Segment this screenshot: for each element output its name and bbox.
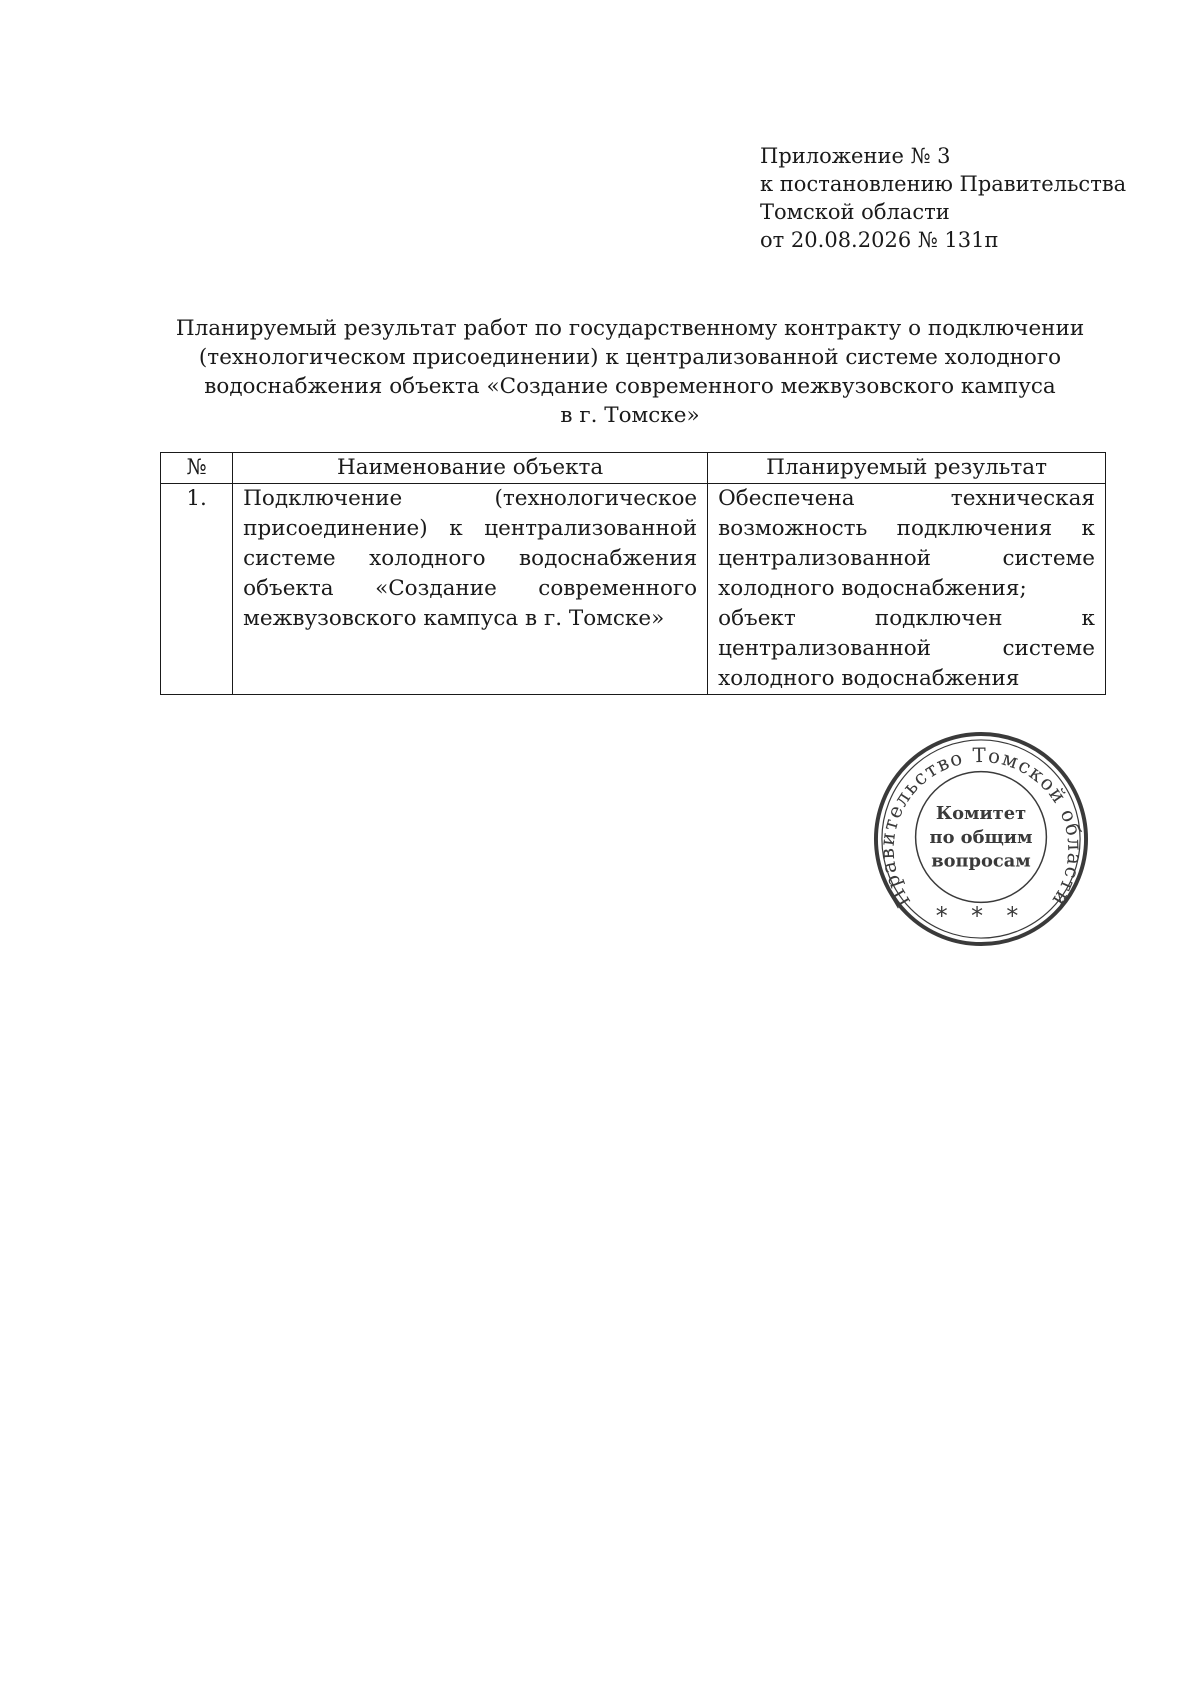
seal-ring-text: Правительство Томской области <box>875 744 1087 912</box>
table-row <box>161 484 1106 695</box>
table-header-row <box>161 453 1106 484</box>
row-object-name: Подключение (технологическое присоединение) к централизованной системе холодного водоснабжения объекта «Создание современного межвузовского кампуса в г. Томске» <box>233 484 708 695</box>
result-part-2: объект подключен к централизованной системе холодного водоснабжения <box>718 606 1095 691</box>
seal-stars: * * * <box>935 902 1027 931</box>
row-number: 1. <box>161 484 233 695</box>
header-object-name: Наименование объекта <box>233 453 708 484</box>
title-line-2: (технологическом присоединении) к централизованной системе холодного <box>198 345 1062 370</box>
result-part-1: Обеспечена техническая возможность подключения к централизованной системе холодного водоснабжения; <box>718 486 1095 601</box>
appendix-header <box>760 142 1180 254</box>
title-line-3: водоснабжения объекта «Создание современного межвузовского кампуса <box>204 374 1056 399</box>
appendix-line-3: Томской области <box>760 200 950 224</box>
row-planned-result <box>708 484 1106 695</box>
appendix-line-4: от 20.08.2026 № 131п <box>760 228 999 252</box>
appendix-line-2: к постановлению Правительства <box>760 172 1127 196</box>
header-planned-result: Планируемый результат <box>708 453 1106 484</box>
official-seal <box>872 730 1090 948</box>
header-number: № <box>161 453 233 484</box>
title-line-1: Планируемый результат работ по государственному контракту о подключении <box>175 316 1085 341</box>
seal-center-line-3: вопросам <box>931 850 1031 872</box>
title-line-4: в г. Томске» <box>560 403 700 428</box>
document-title <box>150 314 1110 430</box>
seal-center-line-1: Комитет <box>935 803 1027 825</box>
results-table <box>160 452 1106 695</box>
seal-center-line-2: по общим <box>929 826 1033 848</box>
appendix-line-1: Приложение № 3 <box>760 144 951 168</box>
